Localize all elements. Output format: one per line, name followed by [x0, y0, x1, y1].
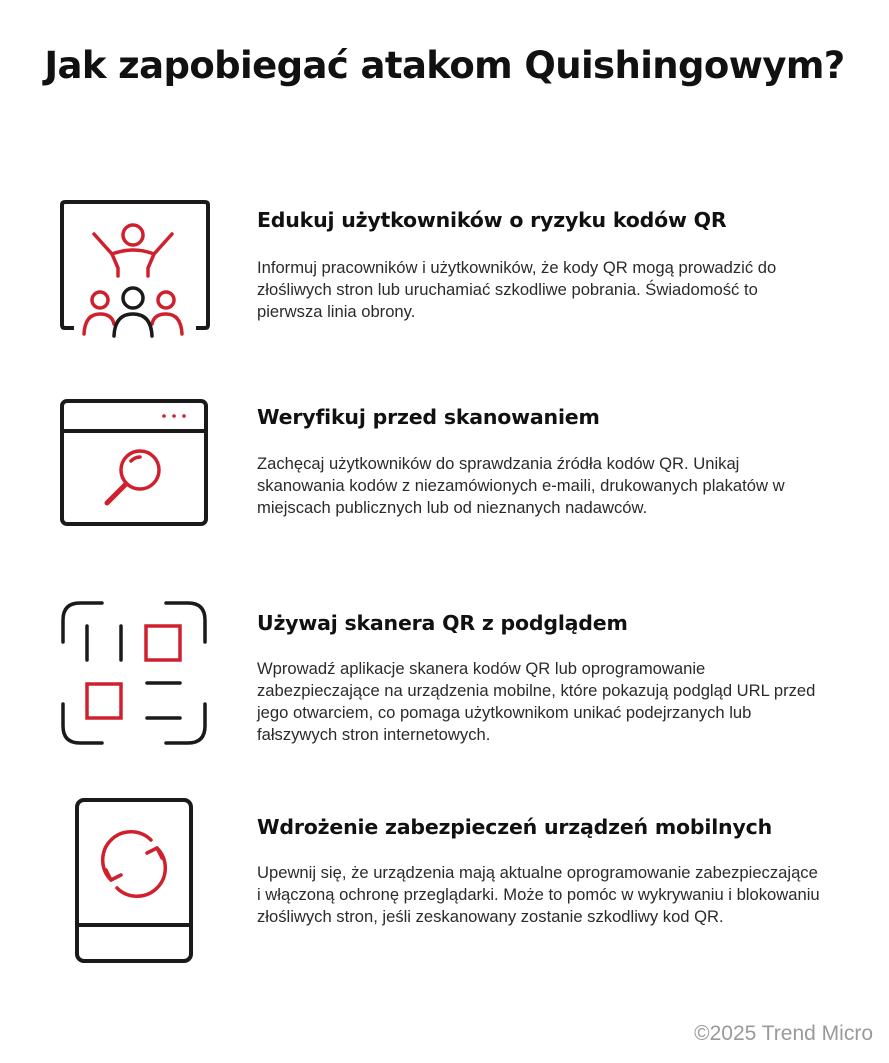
mobile-refresh-icon — [75, 798, 193, 963]
copyright-notice: ©2025 Trend Micro — [694, 1022, 873, 1045]
section-description-mobile-security: Upewnij się, że urządzenia mają aktualne oprogramowanie zabezpieczające i włączoną ochronę przeglądarki. Może to pomóc w wykrywaniu i blokowaniu złośliwych stron, jeśli zeskanowany zostanie szkodliwy kod QR. — [257, 863, 820, 926]
browser-search-icon — [60, 399, 208, 527]
section-title-scanner: Używaj skanera QR z podglądem — [257, 611, 628, 635]
section-description-educate: Informuj pracowników i użytkowników, że kody QR mogą prowadzić do złośliwych stron lub uruchamiać szkodliwe pobrania. Świadomość to pierwsza linia obrony. — [257, 258, 777, 321]
qr-scan-icon — [60, 600, 208, 746]
section-title-educate: Edukuj użytkowników o ryzyku kodów QR — [257, 208, 727, 232]
section-description-verify: Zachęcaj użytkowników do sprawdzania źródła kodów QR. Unikaj skanowania kodów z niezamówionych e-maili, drukowanych plakatów w miejscach publicznych lub od nieznanych nadawców. — [257, 454, 785, 517]
section-title-mobile-security: Wdrożenie zabezpieczeń urządzeń mobilnych — [257, 815, 772, 839]
page-title: Jak zapobiegać atakom Quishingowym? — [44, 44, 845, 87]
section-description-scanner: Wprowadź aplikacje skanera kodów QR lub oprogramowanie zabezpieczające na urządzenia mobilne, które pokazują podgląd URL przed jego otwarciem, co pomaga użytkownikom unikać podejrzanych lub fałszywych stron internetowych. — [257, 659, 816, 744]
people-cheering-icon — [60, 200, 210, 340]
section-title-verify: Weryfikuj przed skanowaniem — [257, 405, 600, 429]
